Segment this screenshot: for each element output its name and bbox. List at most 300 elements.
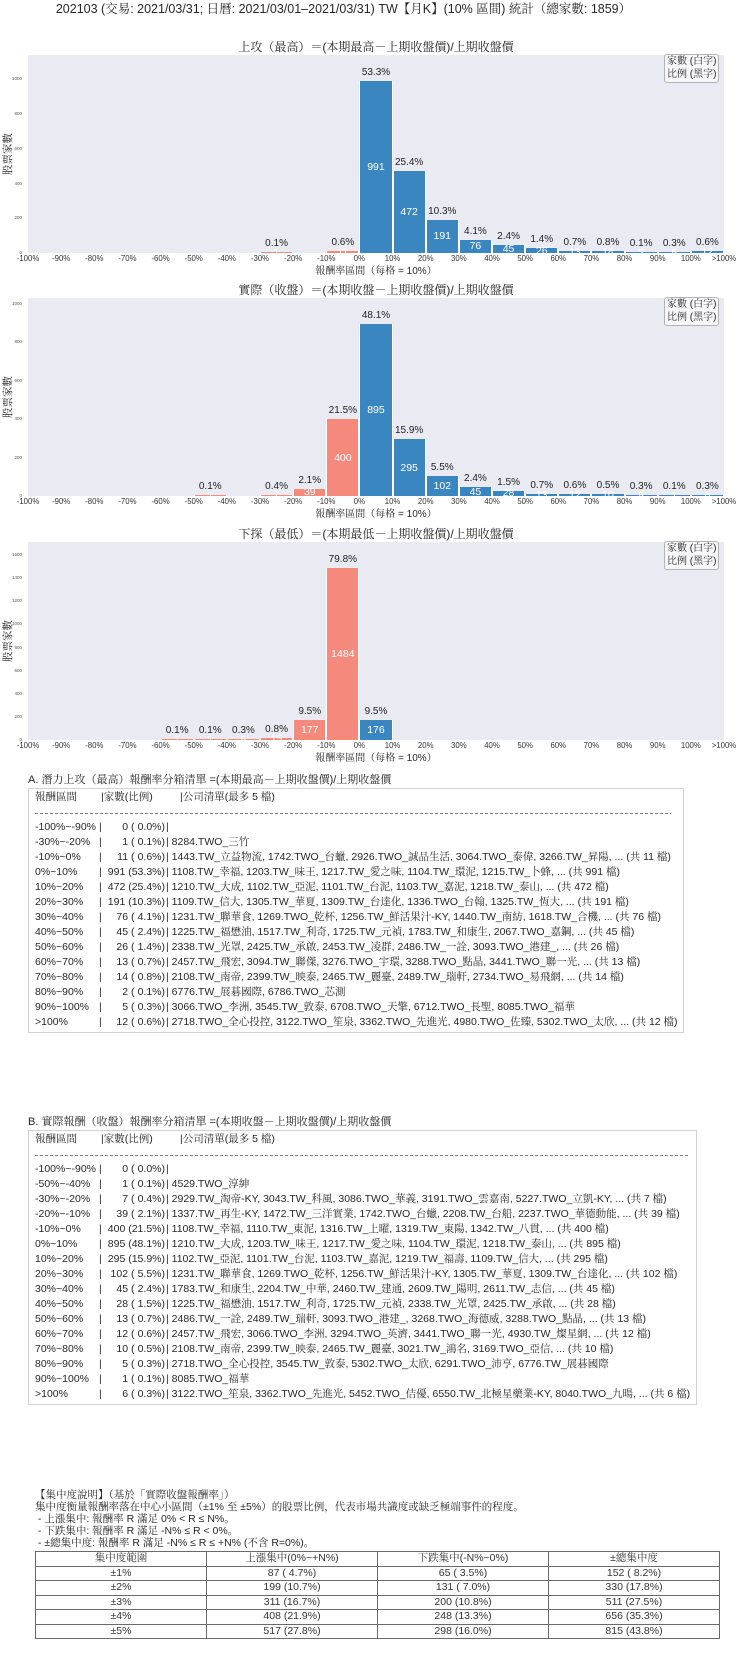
legend-ratio-entry: 比例 (黑字) xyxy=(667,68,717,80)
x-tick-label: 0% xyxy=(353,254,366,263)
value-cell: 65 ( 3.5%) xyxy=(378,1566,549,1581)
bin-row xyxy=(35,1312,696,1327)
value-cell: 248 (13.3%) xyxy=(378,1610,549,1625)
value-cell: 87 ( 4.7%) xyxy=(207,1566,378,1581)
bar-percent-label: 10.3% xyxy=(428,205,457,217)
bar-percent-label: 0.1% xyxy=(629,238,653,249)
bin-count: 5 ( xyxy=(122,1001,134,1013)
bar-percent-label: 0.3% xyxy=(232,725,255,736)
bin-range: 40%~50% xyxy=(35,1298,84,1310)
bar-percent-label: 1.4% xyxy=(530,234,554,246)
y-tick-label: 400 xyxy=(14,180,22,186)
x-axis-label: 報酬率區間（每格 = 10%） xyxy=(315,753,437,764)
bin-count-cell xyxy=(99,1207,166,1222)
header-range: 集中度範圍 xyxy=(36,1552,207,1567)
x-tick-label: 100% xyxy=(680,741,701,750)
bin-range: 40%~50% xyxy=(35,926,84,938)
bin-percent: 0.3% xyxy=(137,1358,162,1370)
bin-count-cell xyxy=(99,1372,166,1387)
bin-row xyxy=(35,1177,696,1192)
bin-percent: 1.5% xyxy=(137,1298,162,1310)
report-title: 202103 (交易: 2021/03/31; 日曆: 2021/03/01–2021/03/31) TW【月K】(10% 區間) 統計（總家數: 1859） xyxy=(55,2,632,16)
bar-percent-label: 9.5% xyxy=(298,705,322,717)
bin-companies: | 1443.TW_立益物流, 1742.TWO_台蠟, 2926.TWO_誠品生活, 3064.TWO_泰偉, 3266.TW_昇陽, ... (共 11 檔) xyxy=(166,851,671,863)
bin-companies: | 1225.TW_福懋油, 1517.TW_利奇, 1725.TW_元禎, 2338.TW_光罩, 2425.TW_承啟, ... (共 28 檔) xyxy=(166,1298,616,1310)
bin-percent: 0.6% xyxy=(137,851,162,863)
bar-count-label: 191 xyxy=(433,230,452,243)
header-companies: | 公司清單(最多 5 檔) xyxy=(180,791,275,803)
x-tick-label: 0% xyxy=(353,497,366,506)
x-tick-label: 70% xyxy=(583,741,600,750)
x-tick-label: -30% xyxy=(250,254,270,263)
bin-count: 295 ( xyxy=(108,1253,132,1265)
bin-companies: | 8284.TWO_三竹 xyxy=(166,836,249,848)
x-tick-label: -20% xyxy=(284,254,303,263)
y-tick-label: 1000 xyxy=(11,300,22,306)
y-tick-label: 200 xyxy=(14,215,22,221)
bin-percent: 0.6% xyxy=(137,1016,162,1028)
bar-percent-label: 0.8% xyxy=(596,236,620,248)
bin-count-cell xyxy=(99,925,166,940)
bin-row xyxy=(35,1342,696,1357)
bin-range: -30%~-20% xyxy=(35,836,91,848)
bar-count-label: 1 xyxy=(273,246,280,259)
concentration-notes xyxy=(35,1489,524,1549)
concentration-title: 【集中度說明】（基於「實際收盤報酬率」） xyxy=(35,1489,235,1501)
bar-percent-label: 0.1% xyxy=(165,725,189,736)
bin-rows xyxy=(35,1162,696,1402)
bin-count-cell xyxy=(99,865,166,880)
bin-companies: | 2457.TW_飛宏, 3066.TWO_李洲, 3294.TWO_英濟, 3441.TWO_聯一光, 4930.TW_燦星網, ... (共 12 檔) xyxy=(166,1328,651,1340)
bin-count-cell xyxy=(99,1015,166,1030)
x-tick-label: 20% xyxy=(417,497,434,506)
bar-count-label: 1484 xyxy=(331,648,355,661)
bin-count: 1 ( xyxy=(122,1373,134,1385)
bin-range: 30%~40% xyxy=(35,1283,84,1295)
bin-row xyxy=(35,1162,696,1177)
bin-count: 12 ( xyxy=(116,1016,134,1028)
bin-count: 39 ( xyxy=(116,1208,134,1220)
bin-companies: | 2457.TW_飛宏, 3094.TW_聯傑, 3276.TWO_宇環, 3288.TWO_點晶, 3441.TWO_聯一光, ... (共 13 檔) xyxy=(166,956,640,968)
bin-percent: 0.3% xyxy=(137,1388,162,1400)
x-tick-label: -30% xyxy=(250,741,270,750)
bin-count-cell xyxy=(99,985,166,1000)
bar-percent-label: 0.8% xyxy=(265,724,288,736)
x-tick-label: -60% xyxy=(151,497,170,506)
concentration-row xyxy=(36,1566,720,1581)
bar-count-label: 5 xyxy=(671,246,678,259)
bin-count: 26 ( xyxy=(116,941,134,953)
bin-percent: 25.4% xyxy=(131,881,162,893)
bin-percent: 0.0% xyxy=(137,821,162,833)
bar-count-label: 295 xyxy=(400,461,418,474)
bin-count: 400 ( xyxy=(108,1223,132,1235)
histogram-high xyxy=(0,40,740,285)
bin-companies: | 1231.TW_聯華食, 1269.TWO_乾杯, 1256.TW_鮮活果汁-KY, 1440.TW_南紡, 1618.TW_合機, ... (共 76 檔) xyxy=(166,911,661,923)
legend-ratio-entry: 比例 (黑字) xyxy=(667,555,717,567)
bin-count-cell xyxy=(99,1252,166,1267)
bar-count-label: 2 xyxy=(638,246,645,259)
bin-companies: | 6776.TW_展碁國際, 6786.TWO_芯測 xyxy=(166,986,346,998)
bin-range: 70%~80% xyxy=(35,1343,84,1355)
bar-percent-label: 25.4% xyxy=(394,157,424,169)
value-cell: 199 (10.7%) xyxy=(207,1581,378,1596)
x-tick-label: -80% xyxy=(85,497,104,506)
bar-count-label: 12 xyxy=(569,488,581,501)
bin-companies: | 1783.TW_和康生, 2204.TW_中華, 2460.TW_建通, 2609.TW_陽明, 2611.TW_志信, ... (共 45 檔) xyxy=(166,1283,615,1295)
bar-count-label: 1 xyxy=(207,733,214,746)
bin-row xyxy=(35,910,683,925)
bin-count: 191 ( xyxy=(108,896,132,908)
bin-count: 10 ( xyxy=(116,1343,134,1355)
bin-companies: | 1108.TW_幸福, 1110.TW_東泥, 1316.TW_上曜, 1319.TW_東陽, 1342.TW_八貫, ... (共 400 檔) xyxy=(166,1223,609,1235)
bar-percent-label: 0.1% xyxy=(198,481,222,492)
bin-percent: 0.4% xyxy=(137,1193,162,1205)
x-tick-label: 30% xyxy=(451,741,467,750)
bin-percent: 0.7% xyxy=(137,956,162,968)
x-tick-label: 90% xyxy=(649,741,666,750)
y-axis-label: 股票家數 xyxy=(2,376,14,418)
bin-companies: | 2718.TWO_全心投控, 3545.TW_敦泰, 5302.TWO_太欣, 6291.TWO_沛亨, 6776.TW_展碁國際 xyxy=(166,1358,609,1370)
legend-ratio-entry: 比例 (黑字) xyxy=(667,311,717,323)
bar-count-label: 5 xyxy=(240,733,247,746)
bin-companies: | 1231.TW_聯華食, 1269.TWO_乾杯, 1256.TW_鮮活果汁-KY, 1305.TW_華夏, 1309.TW_台達化, ... (共 102 檔) xyxy=(166,1268,677,1280)
y-axis-label: 股票家數 xyxy=(2,620,14,662)
bar-percent-label: 79.8% xyxy=(328,554,358,566)
x-tick-label: -80% xyxy=(85,741,104,750)
x-tick-label: -90% xyxy=(52,741,71,750)
bin-range: 60%~70% xyxy=(35,956,84,968)
bin-row xyxy=(35,1372,696,1387)
x-axis-ticks xyxy=(0,542,740,752)
bar-count-label: 10 xyxy=(602,489,614,502)
x-tick-label: -70% xyxy=(118,254,137,263)
y-tick-label: 800 xyxy=(14,111,22,117)
definition-down: - 下跌集中: 報酬率 R 滿足 -N% ≤ R < 0%。 xyxy=(35,1525,239,1537)
bar-percent-label: 2.4% xyxy=(497,231,520,243)
histogram-low xyxy=(0,527,740,772)
bar-percent-label: 0.3% xyxy=(629,481,653,492)
x-axis-ticks xyxy=(0,55,740,265)
bar-percent-label: 0.6% xyxy=(696,236,719,248)
bin-count-cell xyxy=(99,820,166,835)
bin-range: 20%~30% xyxy=(35,896,84,908)
bar-percent-label: 0.4% xyxy=(265,480,288,492)
y-tick-label: 1200 xyxy=(11,598,22,604)
separator xyxy=(35,1147,690,1162)
bin-companies: | 1210.TW_大成, 1102.TW_亞泥, 1101.TW_台泥, 1103.TW_嘉泥, 1218.TW_泰山, ... (共 472 檔) xyxy=(166,881,609,893)
bin-companies: | 2486.TW_一詮, 2489.TW_瑞軒, 3093.TWO_港建_, 3268.TWO_海德威, 3288.TWO_點晶, ... (共 13 檔) xyxy=(166,1313,646,1325)
x-tick-label: -40% xyxy=(217,741,236,750)
x-tick-label: -100% xyxy=(16,497,40,506)
section-title: A. 潛力上攻（最高）報酬率分箱清單 =(本期最高－上期收盤價)/上期收盤價 xyxy=(28,774,392,786)
bar-percent-label: 0.1% xyxy=(265,238,288,249)
bin-range: 10%~20% xyxy=(35,1253,84,1265)
bin-count: 11 ( xyxy=(117,851,134,863)
bin-row xyxy=(35,1000,683,1015)
bar-count-label: 15 xyxy=(270,733,283,746)
bin-count-cell xyxy=(99,970,166,985)
bin-count: 0 ( xyxy=(122,821,134,833)
bin-count-cell xyxy=(99,1267,166,1282)
bin-percent: 53.3% xyxy=(131,866,162,878)
bar-percent-label: 21.5% xyxy=(328,405,358,417)
x-tick-label: -70% xyxy=(118,497,137,506)
x-tick-label: -30% xyxy=(250,497,270,506)
bin-percent: 0.1% xyxy=(137,836,162,848)
y-tick-label: 200 xyxy=(14,713,22,719)
bin-companies xyxy=(166,1163,172,1175)
header-count: | 家數(比例) xyxy=(101,1132,180,1147)
bar-percent-label: 0.1% xyxy=(198,725,222,736)
chart-title: 上攻（最高）＝(本期最高－上期收盤價)/上期收盤價 xyxy=(238,40,514,54)
header-count: | 家數(比例) xyxy=(101,790,180,805)
bin-range: 70%~80% xyxy=(35,971,84,983)
bar-count-label: 472 xyxy=(400,206,418,219)
x-tick-label: 10% xyxy=(384,497,401,506)
bar-percent-label: 1.5% xyxy=(497,476,520,488)
x-tick-label: 80% xyxy=(616,497,633,506)
x-tick-label: 90% xyxy=(649,254,666,263)
bin-list-header xyxy=(35,1132,696,1147)
bin-count: 472 ( xyxy=(108,881,132,893)
bar-count-label: 45 xyxy=(469,485,482,498)
concentration-row xyxy=(36,1595,720,1610)
bar-count-label: 6 xyxy=(704,489,711,502)
bin-range: -100%~-90% xyxy=(35,821,96,833)
bin-range: -10%~0% xyxy=(35,851,81,863)
bin-percent: 21.5% xyxy=(131,1223,162,1235)
bar-count-label: 45 xyxy=(502,243,515,256)
bar-percent-label: 2.1% xyxy=(298,474,322,486)
concentration-row xyxy=(36,1624,720,1639)
bar-count-label: 895 xyxy=(367,403,385,416)
x-tick-label: 60% xyxy=(550,497,567,506)
bin-companies: | 2929.TW_淘帝-KY, 3043.TW_科風, 3086.TWO_華義, 3191.TWO_雲嘉南, 5227.TWO_立凱-KY, ... (共 7 檔) xyxy=(166,1193,667,1205)
x-tick-label: 30% xyxy=(451,254,467,263)
bar-count-label: 14 xyxy=(602,245,614,258)
bar-count-label: 13 xyxy=(535,488,548,501)
header-total: ±總集中度 xyxy=(549,1552,720,1567)
legend xyxy=(664,54,719,83)
bin-percent: 0.6% xyxy=(137,1328,162,1340)
bar-count-label: 13 xyxy=(569,245,581,258)
separator xyxy=(35,805,671,820)
x-tick-label: -80% xyxy=(85,254,104,263)
bin-row xyxy=(35,1327,696,1342)
bin-range: -100%~-90% xyxy=(35,1163,96,1175)
concentration-header-row xyxy=(36,1552,720,1567)
bin-percent: 15.9% xyxy=(131,1253,162,1265)
bin-range: 50%~60% xyxy=(35,941,84,953)
bin-row xyxy=(35,1222,696,1237)
value-cell: 408 (21.9%) xyxy=(207,1610,378,1625)
x-tick-label: 40% xyxy=(484,254,500,263)
x-tick-label: -50% xyxy=(184,254,203,263)
bin-count-cell xyxy=(99,1387,166,1402)
bin-companies: | 4529.TWO_淳紳 xyxy=(166,1178,249,1190)
y-tick-label: 1000 xyxy=(11,76,22,82)
bar-count-label: 177 xyxy=(300,723,319,736)
bin-count: 13 ( xyxy=(116,956,134,968)
y-tick-label: 0 xyxy=(19,250,22,255)
bar-percent-label: 0.6% xyxy=(331,237,355,249)
bin-range: 10%~20% xyxy=(35,881,84,893)
bin-row xyxy=(35,880,683,895)
bin-percent: 1.4% xyxy=(137,941,162,953)
bin-range: -20%~-10% xyxy=(35,1208,91,1220)
bin-count-cell xyxy=(99,895,166,910)
bin-count: 7 ( xyxy=(122,1193,134,1205)
bar-percent-label: 48.1% xyxy=(361,309,391,321)
value-cell: 815 (43.8%) xyxy=(549,1624,720,1639)
value-cell: 330 (17.8%) xyxy=(549,1581,720,1596)
bin-row xyxy=(35,1237,696,1252)
x-tick-label: 60% xyxy=(550,254,567,263)
bin-count-cell xyxy=(99,850,166,865)
bin-range: -50%~-40% xyxy=(35,1178,91,1190)
definition-up: - 上漲集中: 報酬率 R 滿足 0% < R ≤ N%。 xyxy=(35,1513,235,1525)
bin-companies: | 1108.TW_幸福, 1203.TW_味王, 1217.TW_愛之味, 1104.TW_環泥, 1215.TW_卜蜂, ... (共 991 檔) xyxy=(166,866,620,878)
y-tick-label: 1600 xyxy=(11,552,22,558)
x-tick-label: -50% xyxy=(184,497,203,506)
bar-percent-label: 2.4% xyxy=(464,473,487,485)
x-tick-label: -90% xyxy=(52,254,71,263)
bin-range: >100% xyxy=(35,1388,68,1400)
y-axis-label: 股票家數 xyxy=(2,133,14,175)
x-tick-label: -10% xyxy=(317,741,336,750)
bar-count-label: 28 xyxy=(502,487,515,500)
bar-count-label: 7 xyxy=(273,489,280,502)
bar-count-label: 76 xyxy=(469,240,482,253)
y-tick-label: 0 xyxy=(19,737,22,742)
x-tick-label: 10% xyxy=(384,741,401,750)
bin-percent: 0.0% xyxy=(137,1163,162,1175)
x-tick-label: 30% xyxy=(451,497,467,506)
bin-count: 102 ( xyxy=(111,1268,135,1280)
x-tick-label: 100% xyxy=(680,497,701,506)
x-tick-label: -20% xyxy=(284,497,303,506)
x-tick-label: -10% xyxy=(317,254,336,263)
bin-row xyxy=(35,895,683,910)
bin-count-cell xyxy=(99,1357,166,1372)
bin-companies: | 1102.TW_亞泥, 1101.TW_台泥, 1103.TW_嘉泥, 1219.TW_福壽, 1109.TW_信大, ... (共 295 檔) xyxy=(166,1253,608,1265)
bin-count: 14 ( xyxy=(116,971,134,983)
bin-rows xyxy=(35,820,683,1030)
header-down: 下跌集中(-N%~0%) xyxy=(378,1552,549,1567)
bin-range: -10%~0% xyxy=(35,1223,81,1235)
bar-count-label: 991 xyxy=(367,160,385,173)
bin-count-cell xyxy=(99,910,166,925)
legend-count-entry: 家數 (白字) xyxy=(667,543,717,554)
bin-row xyxy=(35,925,683,940)
bin-count: 12 ( xyxy=(116,1328,134,1340)
x-tick-label: >100% xyxy=(711,741,737,750)
bin-count: 2 ( xyxy=(122,986,134,998)
bin-range: >100% xyxy=(35,1016,68,1028)
x-tick-label: 90% xyxy=(649,497,666,506)
x-tick-label: 50% xyxy=(517,741,533,750)
x-tick-label: 60% xyxy=(550,741,567,750)
x-tick-label: -20% xyxy=(284,741,303,750)
bar-percent-label: 0.3% xyxy=(662,238,686,249)
bin-percent: 10.3% xyxy=(131,896,162,908)
x-tick-label: 20% xyxy=(417,254,434,263)
bin-count: 1 ( xyxy=(122,836,134,848)
bin-count-cell xyxy=(99,955,166,970)
legend xyxy=(664,297,719,326)
bin-percent: 0.8% xyxy=(137,971,162,983)
bar-percent-label: 0.6% xyxy=(563,479,587,491)
bin-companies: | 2108.TW_南帝, 2399.TW_映泰, 2465.TW_麗臺, 3021.TW_鴻名, 3169.TWO_亞信, ... (共 10 檔) xyxy=(166,1343,613,1355)
bin-range: -30%~-20% xyxy=(35,1193,91,1205)
bin-companies: | 3066.TWO_李洲, 3545.TW_敦泰, 6708.TWO_天擎, 6712.TWO_長聖, 8085.TWO_福華 xyxy=(166,1001,575,1013)
bin-companies: | 1225.TW_福懋油, 1517.TW_利奇, 1725.TW_元禎, 1783.TW_和康生, 2067.TWO_嘉鋼, ... (共 45 檔) xyxy=(166,926,634,938)
x-tick-label: -90% xyxy=(52,497,71,506)
bar-count-label: 39 xyxy=(303,486,316,499)
definition-total: - ±總集中度: 報酬率 R 滿足 -N% ≤ R ≤ +N% (不含 R=0%)。 xyxy=(35,1537,315,1549)
bar-percent-label: 5.5% xyxy=(430,462,454,474)
bin-companies xyxy=(166,821,172,833)
bin-count-cell xyxy=(99,1297,166,1312)
bin-percent: 2.1% xyxy=(137,1208,162,1220)
bin-count-cell xyxy=(99,880,166,895)
bar-count-label: 12 xyxy=(701,245,714,258)
value-cell: 517 (27.8%) xyxy=(207,1624,378,1639)
bin-count-cell xyxy=(99,835,166,850)
x-tick-label: 50% xyxy=(517,254,533,263)
y-tick-label: 200 xyxy=(14,454,22,460)
bar-count-label: 1 xyxy=(671,489,678,502)
bin-companies: | 1109.TW_信大, 1305.TW_華夏, 1309.TW_台達化, 1336.TWO_台翰, 1325.TW_恆大, ... (共 191 檔) xyxy=(166,896,629,908)
range-cell: ±5% xyxy=(36,1624,207,1639)
bin-percent: 5.5% xyxy=(137,1268,162,1280)
x-tick-label: -40% xyxy=(217,254,236,263)
bin-range: 20%~30% xyxy=(35,1268,84,1280)
bar-count-label: 11 xyxy=(337,246,349,259)
bin-count: 991 ( xyxy=(108,866,132,878)
x-tick-label: -100% xyxy=(16,741,40,750)
bin-count: 5 ( xyxy=(122,1358,134,1370)
bar-percent-label: 0.3% xyxy=(696,480,719,492)
bin-count-cell xyxy=(99,1342,166,1357)
x-axis-label: 報酬率區間（每格 = 10%） xyxy=(315,266,437,277)
legend-count-entry: 家數 (白字) xyxy=(667,299,717,310)
bin-count: 0 ( xyxy=(122,1163,134,1175)
bin-companies: | 8085.TWO_福華 xyxy=(166,1373,249,1385)
y-tick-label: 600 xyxy=(14,667,22,673)
y-tick-label: 600 xyxy=(14,377,22,383)
bin-companies: | 2338.TW_光罩, 2425.TW_承啟, 2453.TW_凌群, 2486.TW_一詮, 3093.TWO_港建_, ... (共 26 檔) xyxy=(166,941,619,953)
x-tick-label: -70% xyxy=(118,741,137,750)
bar-percent-label: 0.1% xyxy=(662,481,686,492)
bin-list-header xyxy=(35,790,683,805)
bar-percent-label: 15.9% xyxy=(394,425,424,437)
value-cell: 511 (27.5%) xyxy=(549,1595,720,1610)
bar-percent-label: 53.3% xyxy=(361,66,391,78)
bin-row xyxy=(35,955,683,970)
bar-count-label: 26 xyxy=(535,244,548,257)
y-tick-label: 1400 xyxy=(11,575,22,581)
value-cell: 298 (16.0%) xyxy=(378,1624,549,1639)
bin-row xyxy=(35,970,683,985)
x-tick-label: 0% xyxy=(353,741,366,750)
bin-percent: 0.5% xyxy=(137,1343,162,1355)
bin-companies: | 3122.TWO_笙泉, 3362.TWO_先進光, 5452.TWO_佶優, 6550.TW_北極星藥業-KY, 8040.TWO_九暘, ... (共 6 檔) xyxy=(166,1388,690,1400)
bin-percent: 0.1% xyxy=(137,1373,162,1385)
bin-companies: | 2718.TWO_全心投控, 3122.TWO_笙泉, 3362.TWO_先進光, 4980.TWO_佐臻, 5302.TWO_太欣, ... (共 12 檔) xyxy=(166,1016,678,1028)
bin-count: 28 ( xyxy=(116,1298,134,1310)
